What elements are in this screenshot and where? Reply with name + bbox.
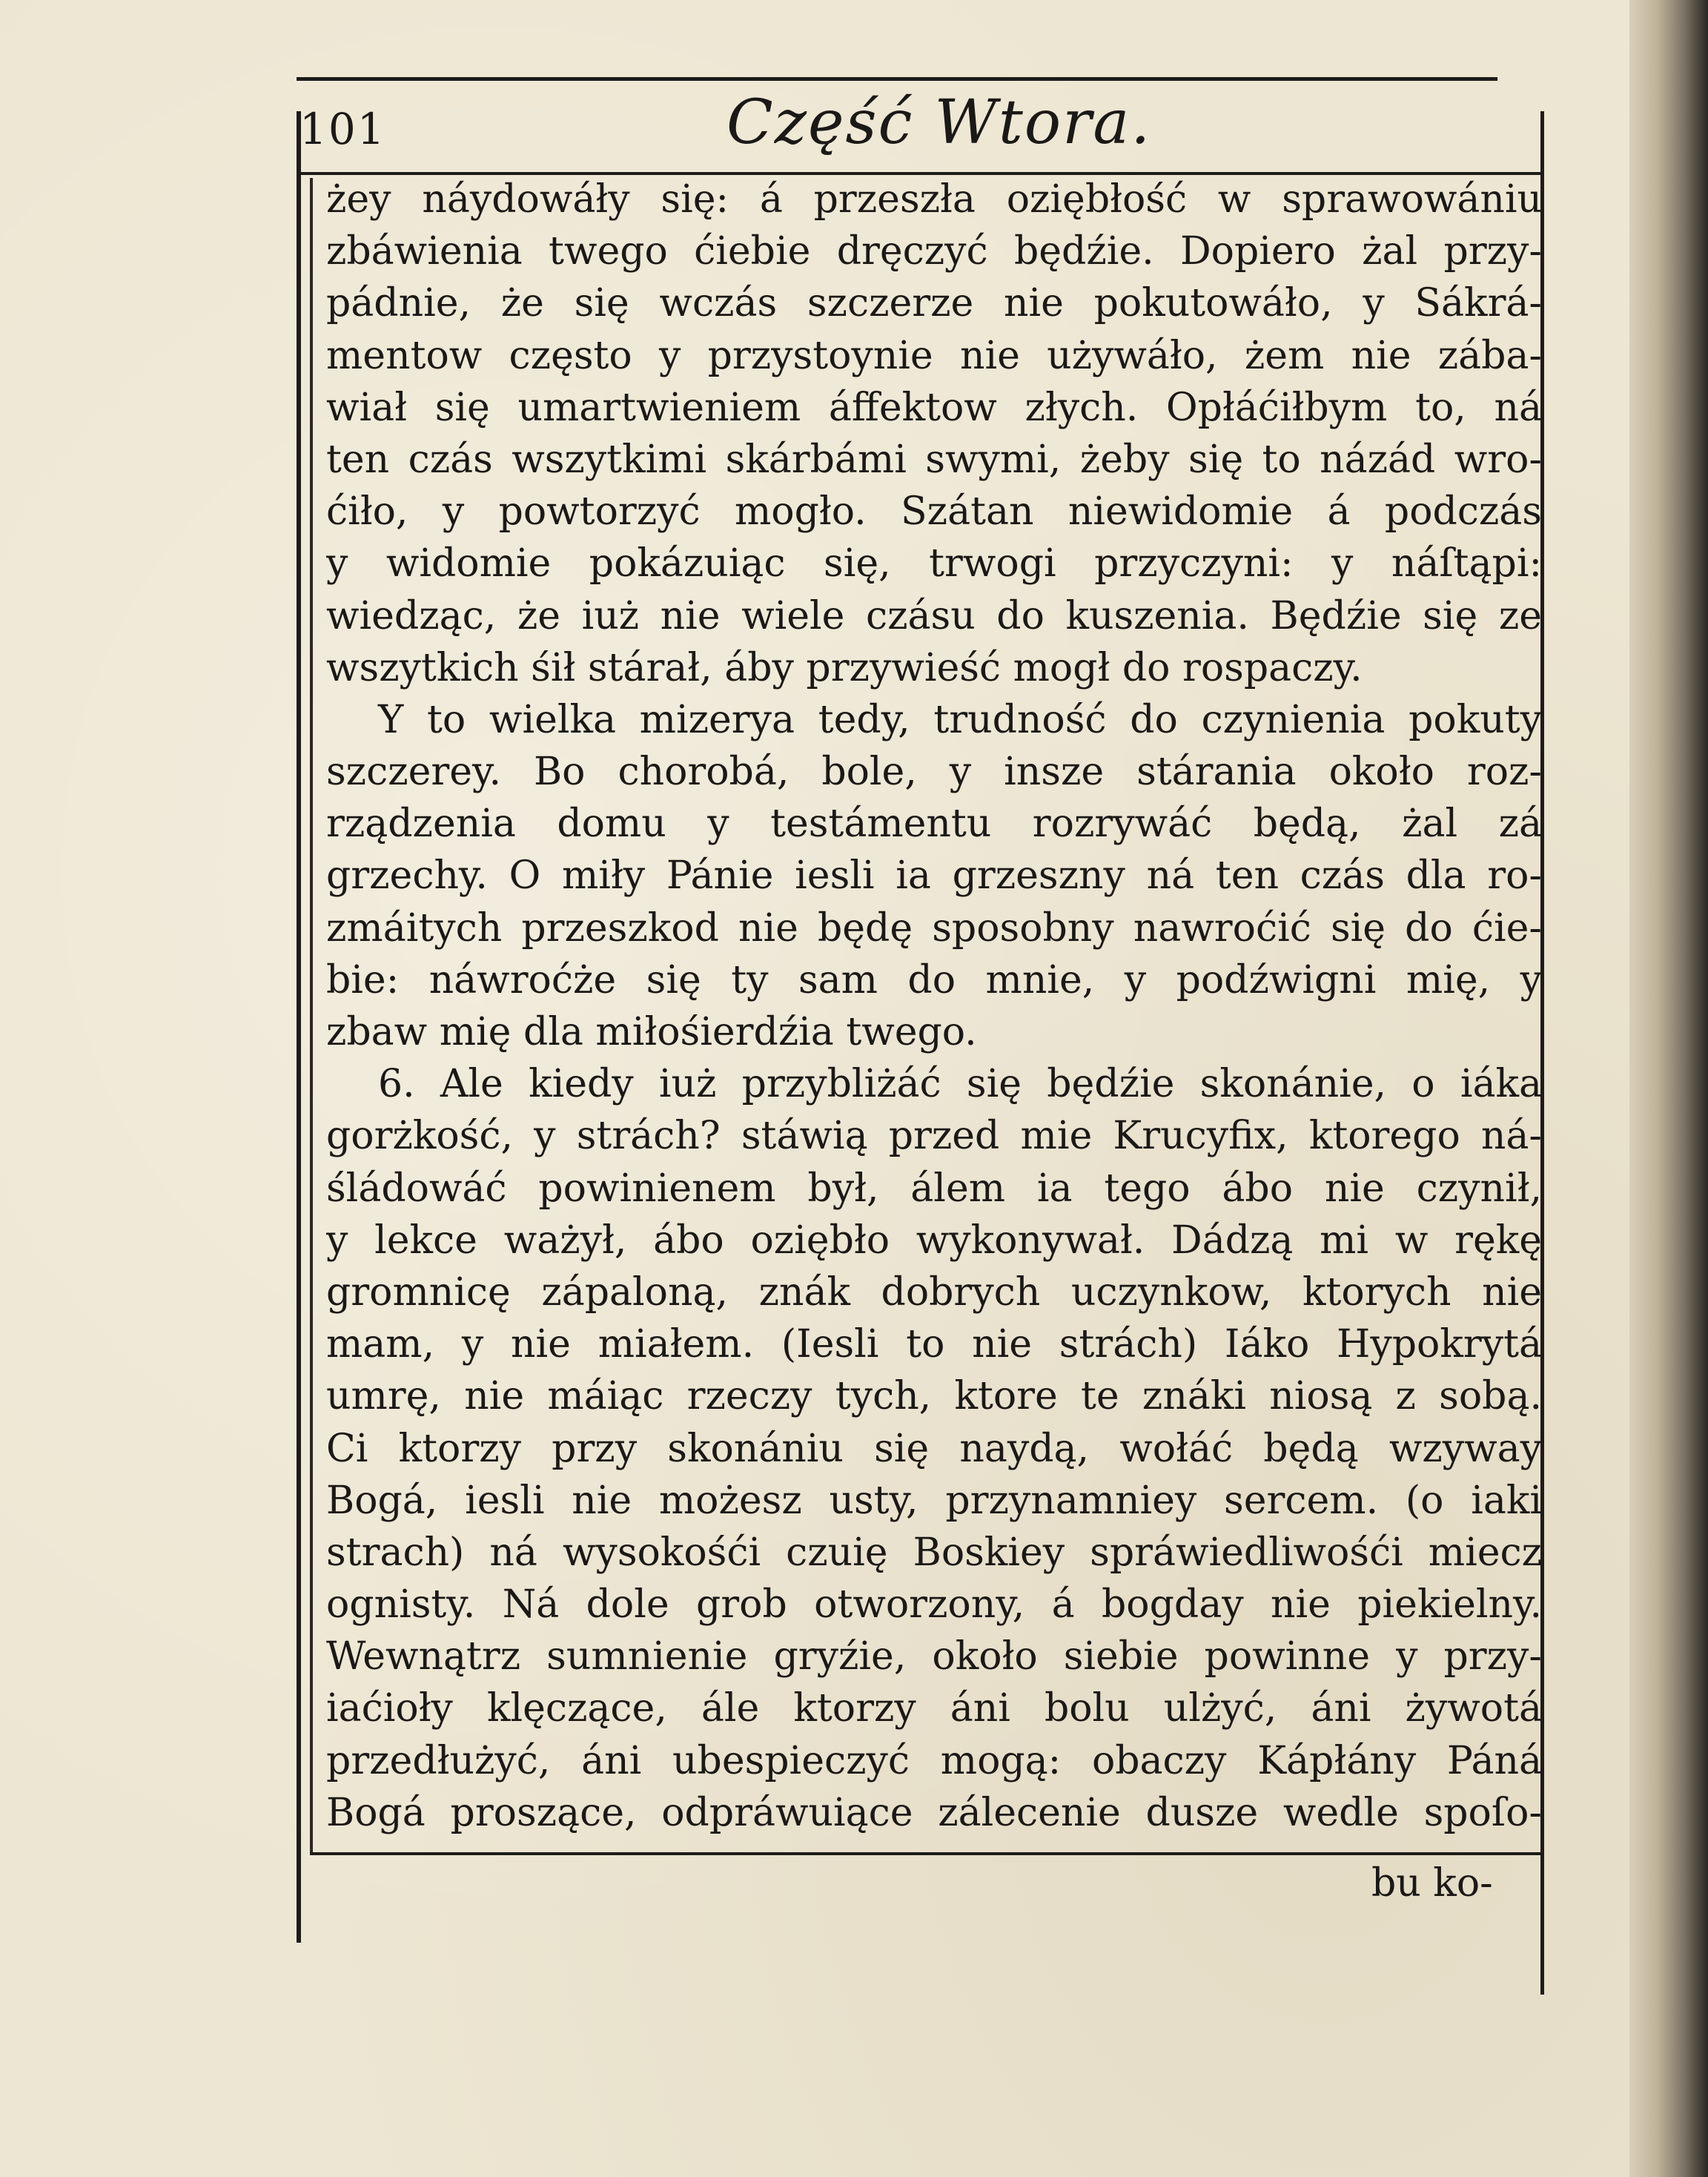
text-line: zbaw mię dla miłośierdźia twego. xyxy=(326,1010,977,1054)
text-line: mentow często y przystoynie nie używáło, żem nie zába- xyxy=(326,333,1542,378)
text-line: pádnie, że się wczás szczerze nie pokutowáło, y Sákrá- xyxy=(326,281,1542,326)
text-line: ćiło, y powtorzyć mogło. Szátan niewidomie á podczás xyxy=(326,489,1542,535)
page-number: 101 xyxy=(299,104,386,154)
text-line: wszytkich śił stárał, áby przywieść mogł do rospaczy. xyxy=(326,645,1363,690)
text-line: gromnicę zápaloną, znák dobrych uczynkow, ktorych nie xyxy=(326,1269,1542,1315)
text-line: Y to wielka mizerya tedy, trudność do czynienia pokuty xyxy=(378,697,1542,742)
text-line: mam, y nie miałem. (Iesli to nie strách) Iáko Hypokrytá xyxy=(326,1322,1542,1367)
text-line: grzechy. O miły Pánie iesli ia grzeszny ná ten czás dla ro- xyxy=(326,853,1542,899)
left-frame-rule xyxy=(297,111,301,1943)
text-line: gorżkość, y strách? stáwią przed mie Krucyfix, ktorego ná- xyxy=(326,1114,1542,1159)
text-line: Bogá, iesli nie możesz usty, przynamniey sercem. (o iaki xyxy=(326,1478,1542,1523)
text-line: ognisty. Ná dole grob otworzony, á bogday nie piekielny. xyxy=(326,1582,1542,1628)
text-line: ten czás wszytkimi skárbámi swymi, żeby się to názád wro- xyxy=(326,437,1542,482)
running-head: Część Wtora. xyxy=(726,87,1152,158)
text-line: Wewnątrz sumnienie gryźie, około siebie powinne y przy- xyxy=(326,1634,1542,1679)
text-line: wiał się umartwieniem áffektow złych. Opłáćiłbym to, ná xyxy=(326,385,1542,430)
text-line: zbáwienia twego ćiebie dręczyć będźie. Dopiero żal przy- xyxy=(326,229,1542,274)
text-line: żey náydowáły się: á przeszła oziębłość w sprawowániu xyxy=(326,177,1542,222)
text-line: szczerey. Bo chorobá, bole, y insze stárania około roz- xyxy=(326,750,1542,795)
book-gutter xyxy=(1629,0,1708,2177)
text-line: wiedząc, że iuż nie wiele czásu do kuszenia. Będźie się ze xyxy=(326,593,1542,638)
text-line: Ci ktorzy przy skonániu się naydą, wołáć będą wzyway xyxy=(326,1426,1542,1471)
text-line: strach) ná wysokośći czuię Boskiey spráwiedliwośći miecz xyxy=(326,1530,1542,1575)
text-line: umrę, nie máiąc rzeczy tych, ktore te znáki niosą z sobą. xyxy=(326,1374,1542,1419)
top-rule xyxy=(297,77,1497,81)
text-line: zmáitych przeszkod nie będę sposobny nawroćić się do ćie- xyxy=(326,905,1542,951)
text-line: y widomie pokázuiąc się, trwogi przyczyni: y náſtąpi: xyxy=(326,541,1542,587)
body-text xyxy=(326,174,1542,1839)
text-line: śládowáć powinienem był, álem ia tego ábo nie czynił, xyxy=(326,1166,1542,1211)
catchword: bu ko- xyxy=(1371,1861,1493,1906)
text-line: bie: náwroćże się ty sam do mnie, y podźwigni mię, y xyxy=(326,957,1542,1002)
left-inner-rule xyxy=(310,178,313,1854)
text-line: przedłużyć, áni ubespieczyć mogą: obaczy Kápłány Páná xyxy=(326,1738,1542,1783)
text-line: Bogá proszące, odpráwuiące zálecenie dusze wedle spoſo- xyxy=(326,1790,1542,1835)
text-line: 6. Ale kiedy iuż przybliżáć się będźie skonánie, o iáka xyxy=(378,1062,1542,1107)
text-line: iaćioły klęczące, ále ktorzy áni bolu ulżyć, áni żywotá xyxy=(326,1686,1542,1731)
text-line: y lekce ważył, ábo oziębło wykonywał. Dádzą mi w rękę xyxy=(326,1218,1542,1263)
text-line: rządzenia domu y testámentu rozrywáć będą, żal zá xyxy=(326,802,1542,847)
bottom-rule xyxy=(310,1852,1543,1855)
